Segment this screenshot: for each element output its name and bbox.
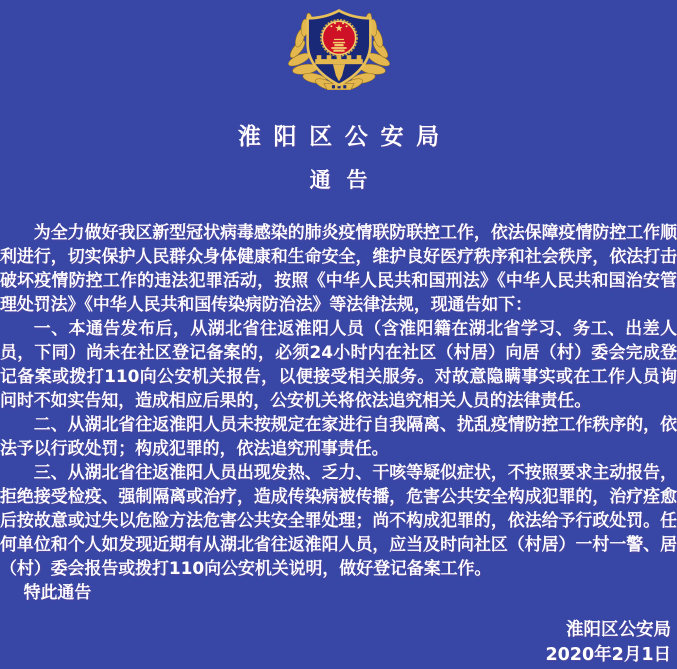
notice-paragraph-item2: 二、从湖北省往返淮阳人员未按规定在家进行自我隔离、扰乱疫情防控工作秩序的，依法予以行政处罚；构成犯罪的，依法追究刑事责任。 (0, 414, 677, 458)
agency-title: 淮阳区公安局 (237, 124, 452, 150)
notice-title: 通告 (309, 168, 384, 192)
signature-agency: 淮阳区公安局 (566, 620, 671, 640)
notice-paragraph-item1: 一、本通告发布后，从湖北省往返淮阳人员（含淮阳籍在湖北省学习、务工、出差人员，下同）尚未在社区登记备案的，必须24小时内在社区（村居）向居（村）委会完成登记备案或拨打110向公安机关报告，以便接受相关服务。对故意隐瞒事实或在工作人员询问时不如实告知，造成相应后果的，公安机关将依法追究相关人员的法律责任。 (0, 318, 677, 410)
police-badge-icon (0, 0, 677, 91)
notice-paragraph-item3: 三、从湖北省往返淮阳人员出现发热、乏力、干咳等疑似症状，不按照要求主动报告，拒绝接受检疫、强制隔离或治疗，造成传染病被传播，危害公共安全构成犯罪的，治疗痊愈后按故意或过失以危险方法危害公共安全罪处理；尚不构成犯罪的，依法给予行政处罚。任何单位和个人如发现近期有从湖北省往返淮阳人员，应当及时向社区（村居）一村一警、居（村）委会报告或拨打110向公安机关说明，做好登记备案工作。 (0, 462, 677, 578)
signature-block (545, 618, 671, 668)
signature-date: 2020年2月1日 (545, 645, 671, 665)
notice-body (0, 220, 677, 604)
closing-line: 特此通告 (23, 582, 92, 602)
police-badge-svg (278, 7, 400, 90)
notice-paragraph-intro: 为全力做好我区新型冠状病毒感染的肺炎疫情联防联控工作，依法保障疫情防控工作顺利进行，切实保护人民群众身体健康和生命安全，维护良好医疗秩序和社会秩序，依法打击破坏疫情防控工作的违法犯罪活动，按照《中华人民共和国刑法》《中华人民共和国治安管理处罚法》《中华人民共和国传染病防治法》等法律法规，现通告如下： (0, 222, 677, 314)
